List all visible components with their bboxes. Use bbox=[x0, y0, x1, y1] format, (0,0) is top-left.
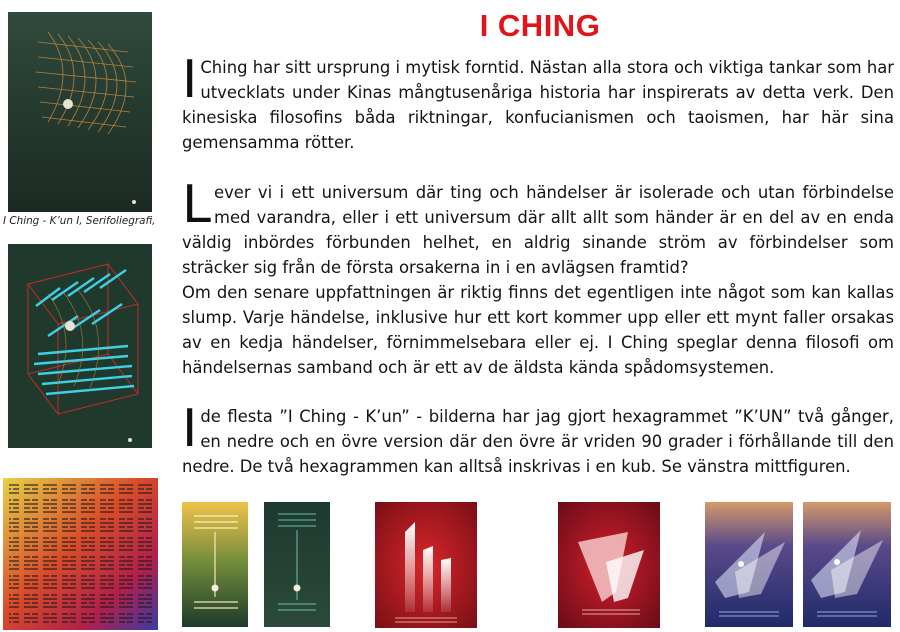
paragraph-3-text: de flesta ”I Ching - K’un” - bilderna har jag gjort hexagrammet ”K’UN” två gånger, en nedre och en övre version där den övre är vriden 90 grader i förhållande till den nedre. De två hexagrammen kan alltså inskrivas i en kub. Se vänstra mittfiguren. bbox=[182, 407, 894, 476]
paragraph-1 bbox=[182, 50, 894, 155]
image-caption: I Ching - K’un I, Serifoliegrafi, bbox=[3, 215, 156, 227]
artwork-kun-cube bbox=[8, 244, 152, 448]
paragraph-2-continuation: Om den senare uppfattningen är riktig finns det egentligen inte något som kan kallas slump. Varje händelse, inklusive hur ett kort kommer upp eller ett mynt faller orsakas av en kedja händelser, förnimmelsebara eller ej. I Ching speglar denna filosofi om händelsernas samband och är ett av de äldsta kända spådomsystemen. bbox=[182, 283, 894, 377]
page-title: I CHING bbox=[479, 8, 601, 43]
dropcap-1: I bbox=[182, 50, 198, 110]
artwork-kun-blue-1 bbox=[705, 502, 793, 627]
artwork-kun-green bbox=[264, 502, 330, 627]
paragraph-2 bbox=[182, 175, 894, 380]
artwork-kun-yellow bbox=[182, 502, 248, 627]
dropcap-3: I bbox=[182, 399, 198, 459]
dropcap-2: L bbox=[182, 175, 211, 235]
artwork-kun-blue-2 bbox=[803, 502, 891, 627]
artwork-kun-red-1 bbox=[375, 502, 477, 628]
paragraph-1-text: Ching har sitt ursprung i mytisk forntid. Nästan alla stora och viktiga tankar som har utvecklats under Kinas mångtusenåriga historia har inspirerats av detta verk. Den kinesiska filosofins båda riktningar, konfucianismen och taoismen, har här sina gemensamma rötter. bbox=[182, 58, 894, 152]
artwork-kun-1 bbox=[8, 12, 152, 212]
paragraph-3 bbox=[182, 399, 894, 479]
artwork-hexagram-grid bbox=[3, 478, 158, 630]
paragraph-2-text: ever vi i ett universum där ting och händelser är isolerade och utan förbindelse med varandra, eller i ett universum där allt allt som händer är en del av en enda väldig inbördes förbunden helhet, en aldrig sinande ström av förbindelser som sträcker sig från de första orsakerna in i en avlägsen framtid? bbox=[182, 183, 894, 277]
artwork-kun-red-2 bbox=[558, 502, 660, 628]
